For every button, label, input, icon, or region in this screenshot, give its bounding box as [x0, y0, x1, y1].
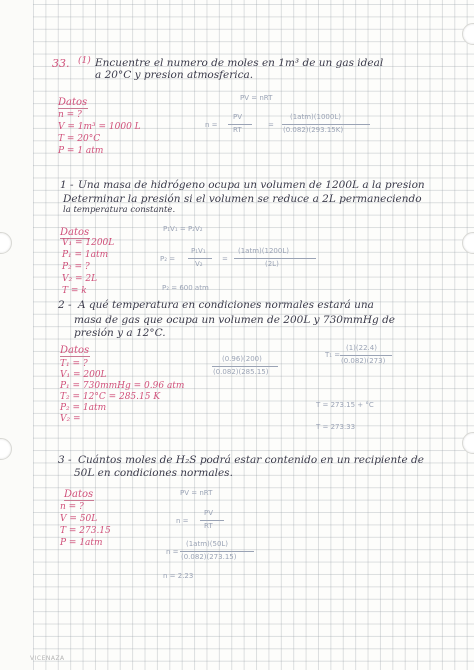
fraction-bar	[212, 366, 278, 367]
fraction-denominator: V₂	[195, 260, 203, 268]
problem-statement-line: la temperatura constante.	[63, 205, 176, 215]
page-margin	[0, 0, 33, 670]
given-var: T₂ = 12°C = 285.15 K	[60, 392, 161, 402]
datos-underline	[60, 356, 90, 357]
fraction-bar	[200, 520, 224, 521]
equation-lhs: n =	[166, 548, 179, 556]
fraction-bar	[234, 258, 316, 259]
datos-underline	[58, 108, 88, 109]
equation-lhs: n =	[176, 517, 189, 525]
fraction-numerator: (1atm)(1200L)	[238, 247, 289, 255]
given-var: T = 20°C	[58, 134, 101, 144]
problem-statement-line: a 20°C y presion atmosferica.	[95, 69, 254, 81]
given-var: T = 273.15	[60, 526, 111, 536]
given-var: n = ?	[60, 502, 84, 512]
fraction-denominator: (0.082)(285.15)	[213, 368, 269, 376]
fraction-bar	[188, 258, 212, 259]
given-var: T₁ = ?	[60, 359, 88, 369]
problem-number: 1 -	[60, 179, 74, 191]
problem-statement-line: Cuántos moles de H₂S podrá estar contenido en un recipiente de	[78, 454, 424, 466]
datos-underline	[64, 500, 94, 501]
given-var: T = k	[62, 286, 87, 296]
datos-heading: Datos	[58, 97, 88, 108]
fraction-numerator: (0.96)(200)	[222, 355, 262, 363]
given-var: V₁ = 1200L	[62, 238, 115, 248]
footer-brand: VICENAZA	[30, 655, 65, 662]
binder-hole	[462, 232, 474, 254]
fraction-denominator: (0.082)(273)	[341, 357, 386, 365]
formula: P₁V₁ = P₂V₂	[163, 225, 203, 233]
problem-statement-line: Determinar la presión si el volumen se reduce a 2L permaneciendo	[63, 193, 422, 205]
given-var: V₂ =	[60, 414, 81, 424]
given-var: n = ?	[58, 110, 82, 120]
problem-statement-line: Una masa de hidrógeno ocupa un volumen de 1200L a la presion	[78, 179, 425, 191]
result: n = 2.23	[163, 572, 194, 580]
given-var: V = 50L	[60, 514, 98, 524]
fraction-bar	[340, 355, 392, 356]
given-var: V₂ = 2L	[62, 274, 98, 284]
given-var: V₁ = 200L	[60, 370, 107, 380]
result: T = 273.15 + °C	[316, 401, 374, 409]
fraction-numerator: (1)(22.4)	[346, 344, 377, 352]
fraction-numerator: (1atm)(1000L)	[290, 113, 341, 121]
given-var: P₁ = 1atm	[62, 250, 109, 260]
equation-lhs: n =	[205, 121, 218, 129]
fraction-denominator: (2L)	[265, 260, 279, 268]
fraction-numerator: PV	[233, 113, 243, 121]
problem-statement-line: 50L en condiciones normales.	[74, 467, 233, 479]
datos-heading: Datos	[60, 345, 90, 356]
fraction-denominator: (0.082)(273.15)	[181, 553, 237, 561]
fraction-numerator: P₁V₁	[191, 247, 206, 255]
datos-heading: Datos	[60, 227, 90, 238]
fraction-numerator: PV	[204, 509, 214, 517]
fraction-denominator: RT	[233, 126, 242, 134]
problem-statement-line: A qué temperatura en condiciones normales estará una	[78, 299, 374, 311]
formula: PV = nRT	[240, 94, 273, 102]
given-var: P₁ = 730mmHg = 0.96 atm	[60, 381, 185, 391]
given-var: P = 1atm	[60, 538, 103, 548]
equals-sign: =	[268, 121, 274, 129]
problem-mark: (1)	[78, 56, 91, 66]
fraction-denominator: RT	[204, 522, 213, 530]
given-var: V = 1m³ = 1000 L	[58, 122, 141, 132]
result-lhs: T₁ =	[325, 351, 341, 359]
problem-statement-line: Encuentre el numero de moles en 1m³ de un gas ideal	[95, 57, 384, 69]
equals-sign: =	[222, 255, 228, 263]
fraction-bar	[282, 124, 370, 125]
binder-hole	[462, 23, 474, 45]
result: P₂ = 600 atm	[162, 284, 209, 292]
result: T = 273.33	[316, 423, 356, 431]
formula: PV = nRT	[180, 489, 213, 497]
fraction-denominator: (0.082)(293.15K)	[283, 126, 344, 134]
binder-hole	[462, 432, 474, 454]
given-var: P₂ = 1atm	[60, 403, 107, 413]
fraction-numerator: (1atm)(50L)	[186, 540, 229, 548]
given-var: P₂ = ?	[62, 262, 90, 272]
datos-heading: Datos	[64, 489, 94, 500]
problem-number: 33.	[52, 57, 70, 70]
problem-statement-line: presión y a 12°C.	[74, 327, 166, 339]
problem-number: 3 -	[58, 454, 72, 466]
problem-number: 2 -	[58, 299, 72, 311]
equation-lhs: P₂ =	[160, 255, 176, 263]
problem-statement-line: masa de gas que ocupa un volumen de 200L y 730mmHg de	[74, 314, 396, 326]
given-var: P = 1 atm	[58, 146, 104, 156]
fraction-bar	[228, 124, 252, 125]
fraction-bar	[180, 551, 254, 552]
